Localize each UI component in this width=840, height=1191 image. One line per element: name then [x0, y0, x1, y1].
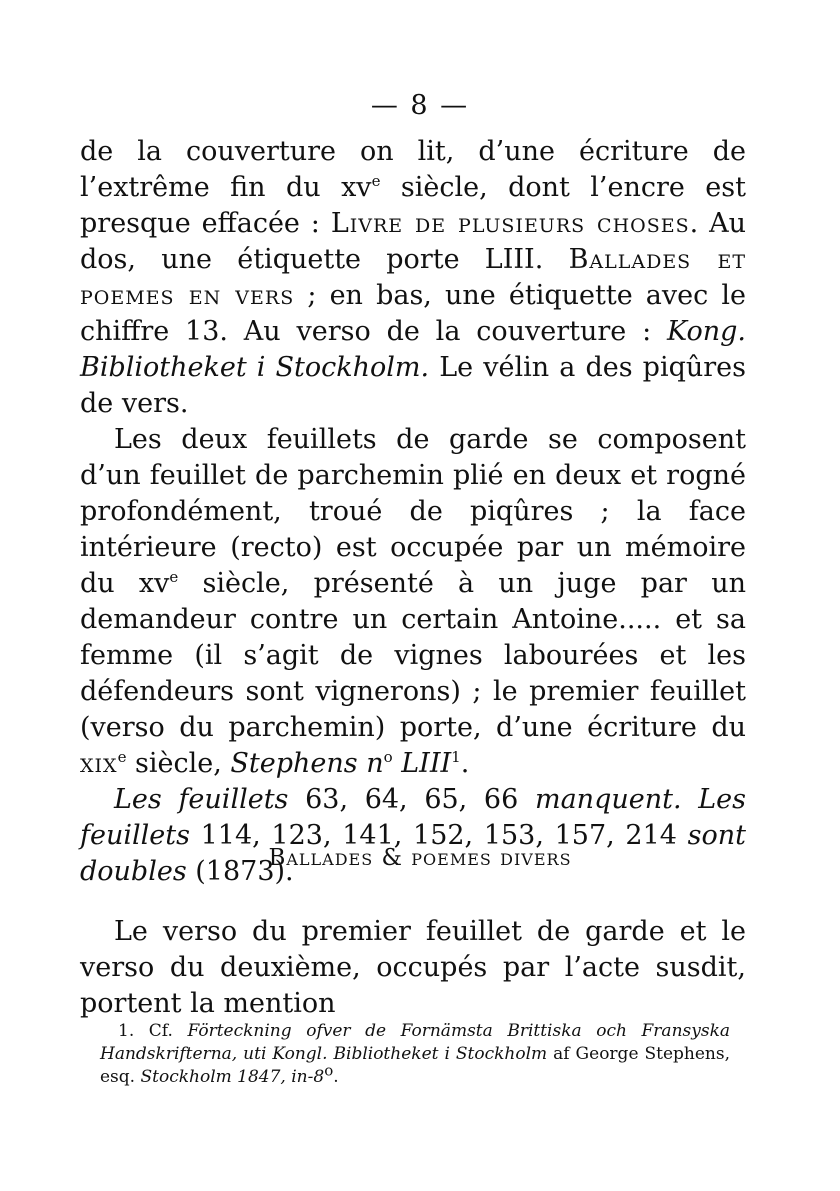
- paragraph-1: de la couverture on lit, d’une écriture de l’extrême fin du $xv^e$ siècle, dont l’encre est presque effacée : Livre de plusieurs choses. Au dos, une étiquette porte LIII. Ballades et poemes en vers ; en bas, une étiquette avec le chiffre 13. Au verso de la couverture : Kong. Bibliotheket i Stockholm. Le vélin a des piqûres de vers.: [80, 136, 747, 419]
- page-number: — 8 —: [370, 90, 470, 121]
- paragraph-4: Le verso du premier feuillet de garde et le verso du deuxième, occupés par l’acte susdit, portent la mention: [80, 916, 746, 1019]
- paragraph-2: Les deux feuillets de garde se composent d’un feuillet de parchemin plié en deux et rogné profondément, troué de piqûres ; la face intérieure (recto) est occupée par un mémoire du $xv^e$ siècle, présenté à un juge par un demandeur contre un certain Antoine..... et sa femme (il s’agit de vignes labourées et les défendeurs sont vignerons) ; le premier feuillet (verso du parchemin) porte, d’une écriture du xix$^e$ siècle, Stephens $n^o$ LIII$^1$.: [80, 424, 746, 779]
- footnote-reference[interactable]: 1: [451, 748, 461, 766]
- footnote: 1. Cf. Förteckning ofver de Fornämsta Brittiska och Fransyska Handskrifterna, uti Kongl. Bibliotheket i Stockholm af George Stephens, esq. Stockholm 1847, in-8$^o$.: [100, 1021, 731, 1087]
- body-text: [80, 134, 746, 890]
- paragraph-3: Les feuillets 63, 64, 65, 66 manquent. Les feuillets 114, 123, 141, 152, 153, 157, 214 sont doubles (1873).: [80, 784, 746, 887]
- section-heading: Ballades & poemes divers: [268, 845, 572, 871]
- body-text-continued: [80, 914, 746, 1022]
